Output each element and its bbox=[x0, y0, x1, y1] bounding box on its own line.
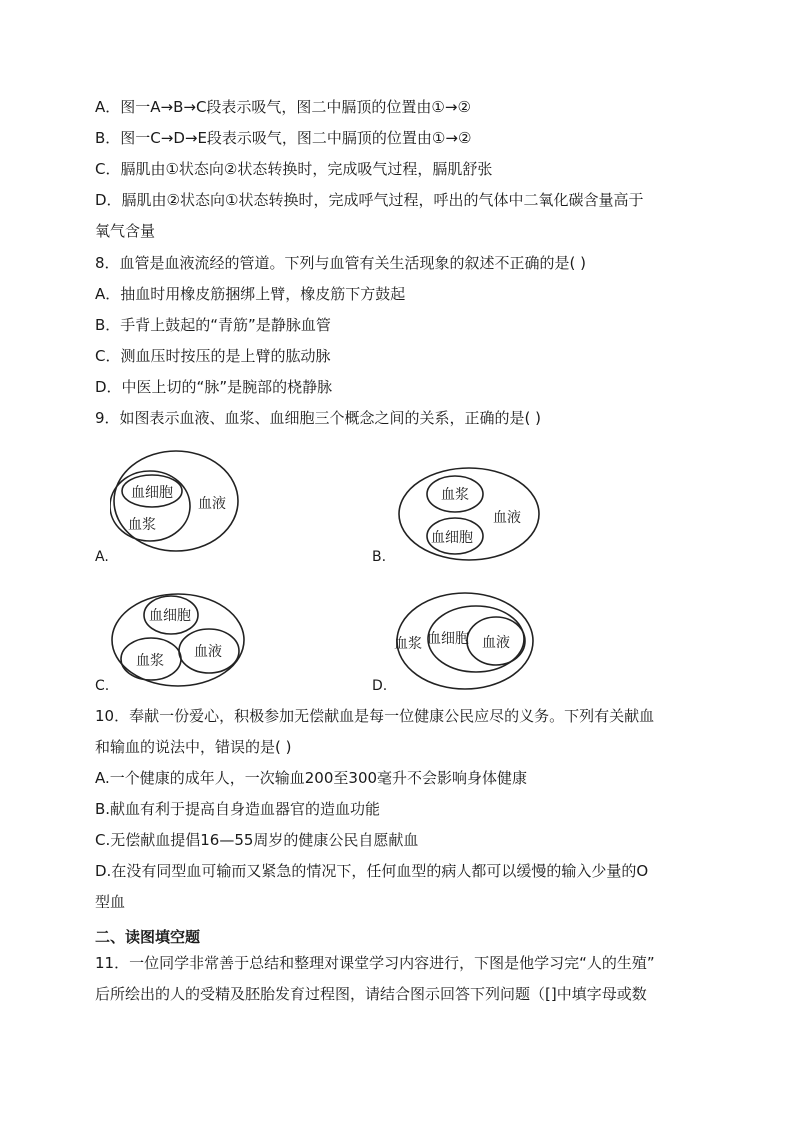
q7-option-c: C．膈肌由①状态向②状态转换时，完成吸气过程，膈肌舒张 bbox=[95, 160, 493, 178]
venn-a-label-plasma: 血浆 bbox=[128, 517, 156, 533]
q7-option-b: B．图一C→D→E段表示吸气，图二中膈顶的位置由①→② bbox=[95, 129, 472, 147]
q8-option-a: A．抽血时用橡皮筋捆绑上臂，橡皮筋下方鼓起 bbox=[95, 285, 406, 303]
venn-diagram-a bbox=[110, 445, 245, 555]
venn-b-label-blood-cells: 血细胞 bbox=[431, 530, 473, 546]
venn-c-label-blood: 血液 bbox=[194, 644, 222, 660]
q10-option-d-line2: 型血 bbox=[95, 893, 126, 911]
venn-b-label-blood: 血液 bbox=[493, 510, 521, 526]
q10-option-a: A.一个健康的成年人，一次输血200至300毫升不会影响身体健康 bbox=[95, 769, 528, 787]
q7-option-a: A．图一A→B→C段表示吸气，图二中膈顶的位置由①→② bbox=[95, 98, 471, 116]
q7-option-d-line1: D．膈肌由②状态向①状态转换时，完成呼气过程，呼出的气体中二氧化碳含量高于 bbox=[95, 191, 644, 209]
venn-a-label-blood: 血液 bbox=[198, 496, 226, 512]
venn-c-option-letter: C. bbox=[95, 678, 110, 694]
venn-diagram-b bbox=[395, 463, 545, 563]
venn-a-label-blood-cells: 血细胞 bbox=[131, 485, 173, 501]
q8-stem: 8．血管是血液流经的管道。下列与血管有关生活现象的叙述不正确的是( ) bbox=[95, 254, 587, 272]
venn-d-label-blood-cells: 血细胞 bbox=[427, 631, 469, 647]
venn-a-option-letter: A. bbox=[95, 549, 109, 565]
venn-d-option-letter: D. bbox=[372, 678, 388, 694]
venn-d-label-plasma: 血浆 bbox=[394, 636, 422, 652]
q8-option-b: B．手背上鼓起的“青筋”是静脉血管 bbox=[95, 316, 331, 334]
q8-option-c: C．测血压时按压的是上臂的肱动脉 bbox=[95, 347, 331, 365]
q10-option-c: C.无偿献血提倡16—55周岁的健康公民自愿献血 bbox=[95, 831, 419, 849]
venn-b-option-letter: B. bbox=[372, 549, 387, 565]
q9-stem: 9．如图表示血液、血浆、血细胞三个概念之间的关系，正确的是( ) bbox=[95, 409, 542, 427]
q11-stem-line1: 11．一位同学非常善于总结和整理对课堂学习内容进行，下图是他学习完“人的生殖” bbox=[95, 954, 655, 972]
venn-diagram-c bbox=[108, 590, 248, 690]
q10-option-b: B.献血有利于提高自身造血器官的造血功能 bbox=[95, 800, 381, 818]
q10-option-d-line1: D.在没有同型血可输而又紧急的情况下，任何血型的病人都可以缓慢的输入少量的O bbox=[95, 862, 649, 880]
q10-stem-line1: 10．奉献一份爱心，积极参加无偿献血是每一位健康公民应尽的义务。下列有关献血 bbox=[95, 707, 655, 725]
venn-c-label-blood-cells: 血细胞 bbox=[149, 608, 191, 624]
q10-stem-line2: 和输血的说法中，错误的是( ) bbox=[95, 738, 292, 756]
venn-b-label-plasma: 血浆 bbox=[441, 487, 469, 503]
venn-d-label-blood: 血液 bbox=[482, 635, 510, 651]
section-heading-fill-in: 二、读图填空题 bbox=[95, 928, 201, 946]
q7-option-d-line2: 氧气含量 bbox=[95, 222, 156, 240]
venn-diagram-d bbox=[390, 585, 540, 693]
q8-option-d: D．中医上切的“脉”是腕部的桡静脉 bbox=[95, 378, 333, 396]
q11-stem-line2: 后所绘出的人的受精及胚胎发育过程图，请结合图示回答下列问题（[]中填字母或数 bbox=[95, 985, 647, 1003]
venn-c-label-plasma: 血浆 bbox=[136, 653, 164, 669]
